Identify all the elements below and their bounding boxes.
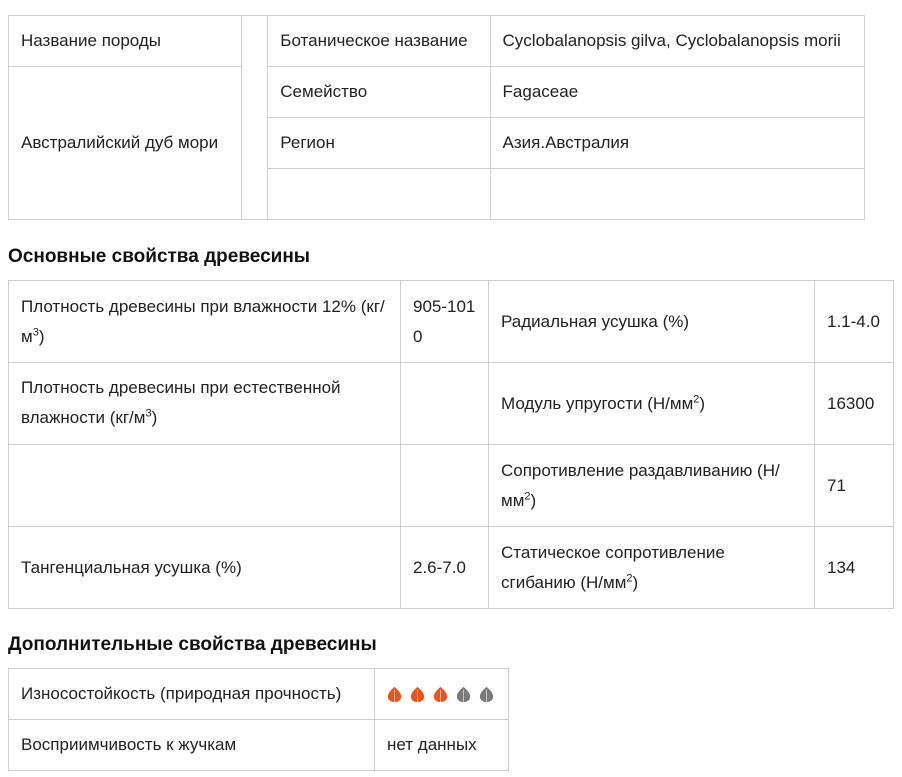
beetle-susceptibility-value: нет данных	[375, 720, 509, 771]
main-properties-table	[8, 280, 894, 609]
durability-rating	[375, 669, 509, 720]
species-name-value: Австралийский дуб мори	[9, 67, 242, 220]
bending-resistance-label: Статическое сопротивление сгибанию $(Н/мм^2)$	[489, 527, 815, 609]
empty-cell	[268, 169, 490, 220]
empty-cell	[242, 16, 268, 220]
extra-properties-heading: Дополнительные свойства древесины	[8, 634, 377, 655]
region-value: Азия.Австралия	[490, 118, 864, 169]
radial-shrinkage-value: 1.1-4.0	[815, 281, 894, 363]
empty-cell	[490, 169, 864, 220]
leaf-icon-filled	[385, 685, 404, 704]
bending-resistance-value: 134	[815, 527, 894, 609]
density-12-value: 905-1010	[401, 281, 489, 363]
family-value: Fagaceae	[490, 67, 864, 118]
beetle-susceptibility-label: Восприимчивость к жучкам	[9, 720, 375, 771]
region-label: Регион	[268, 118, 490, 169]
species-name-label: Название породы	[9, 16, 242, 67]
leaf-icon-filled	[408, 685, 427, 704]
leaf-icon-filled	[431, 685, 450, 704]
elasticity-value: 16300	[815, 363, 894, 445]
botanical-name-value: Cyclobalanopsis gilva, Cyclobalanopsis morii	[490, 16, 864, 67]
tangential-shrinkage-label: Тангенциальная усушка (%)	[9, 527, 401, 609]
empty-cell	[401, 445, 489, 527]
crush-resistance-value: 71	[815, 445, 894, 527]
density-natural-value	[401, 363, 489, 445]
botanical-name-label: Ботаническое название	[268, 16, 490, 67]
empty-cell	[9, 445, 401, 527]
radial-shrinkage-label: Радиальная усушка (%)	[489, 281, 815, 363]
durability-label: Износостойкость (природная прочность)	[9, 669, 375, 720]
density-12-label: Плотность древесины при влажности 12% $(кг/м^3)$	[9, 281, 401, 363]
main-properties-heading: Основные свойства древесины	[8, 246, 311, 267]
tangential-shrinkage-value: 2.6-7.0	[401, 527, 489, 609]
species-table	[8, 15, 865, 220]
leaf-icon-empty	[454, 685, 473, 704]
elasticity-label: Модуль упругости $(Н/мм^2)$	[489, 363, 815, 445]
extra-properties-table	[8, 668, 509, 771]
family-label: Семейство	[268, 67, 490, 118]
crush-resistance-label: Сопротивление раздавливанию $(Н/мм^2)$	[489, 445, 815, 527]
density-natural-label: Плотность древесины при естественной влажности $(кг/м^3)$	[9, 363, 401, 445]
leaf-icon-empty	[477, 685, 496, 704]
